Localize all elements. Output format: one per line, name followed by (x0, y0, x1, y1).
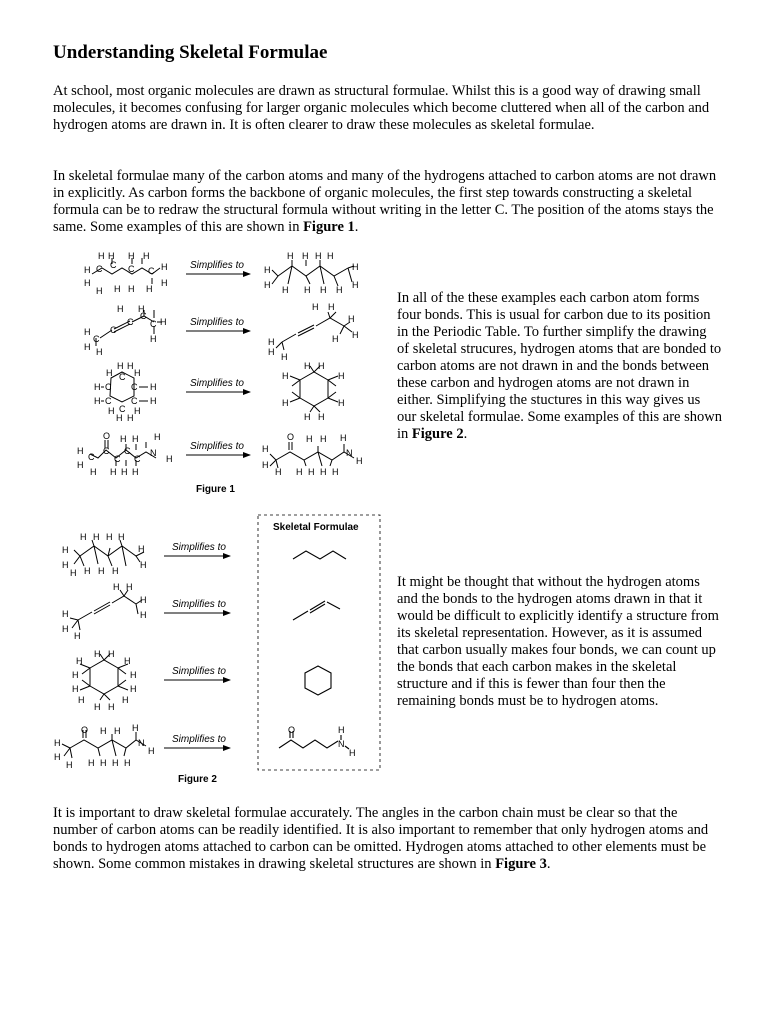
atom-h: H (140, 595, 147, 605)
atom-h: H (72, 684, 79, 694)
atom-h: H (150, 334, 157, 344)
figure2-arrow-label-1: Simplifies to (172, 542, 226, 553)
atom-h: H (117, 304, 124, 314)
atom-h: H (108, 251, 115, 261)
atom-h: H (338, 725, 345, 735)
atom-h: H (94, 382, 101, 392)
figure1-row1-butane-structural (84, 251, 168, 296)
atom-h: H (88, 758, 95, 768)
atom-h: H (114, 284, 121, 294)
atom-h: H (275, 467, 282, 477)
atom-h: H (94, 396, 101, 406)
figure1-row3-cyclohexane-structural (94, 361, 157, 423)
structural-paragraph-text: In skeletal formulae many of the carbon atoms and many of the hydrogens attached to carbon atoms are not drawn in explicitly. As carbon forms the backbone of organic molecules, the first step towards constructing a skeletal formula can be to redraw the structural formula without writing in the letter C. The position of the atoms stays the same. Some examples of this are shown in (53, 168, 717, 235)
atom-h: H (118, 532, 125, 542)
atom-h: H (94, 649, 101, 659)
atom-h: H (62, 560, 69, 570)
atom-h: H (134, 406, 141, 416)
atom-h: H (108, 406, 115, 416)
atom-h: H (268, 337, 275, 347)
atom-h: H (108, 702, 115, 712)
atom-h: H (336, 285, 343, 295)
atom-h: H (74, 631, 81, 641)
figure2-caption: Figure 2 (178, 774, 217, 785)
figure1-arrow-label-3: Simplifies to (190, 378, 244, 389)
atom-h: H (96, 347, 103, 357)
atom-h: H (116, 413, 123, 423)
atom-h: H (124, 758, 131, 768)
figure1-row2-alkyne-structural (84, 304, 167, 357)
figure2-arrow-label-4: Simplifies to (172, 734, 226, 745)
atom-h: H (132, 467, 139, 477)
figure1 (77, 251, 363, 495)
atom-h: H (262, 460, 269, 470)
atom-h: H (132, 434, 139, 444)
atom-h: H (160, 317, 167, 327)
atom-h: H (340, 433, 347, 443)
atom-h: H (132, 723, 139, 733)
accuracy-paragraph-end: . (546, 856, 551, 872)
atom-h: H (98, 251, 105, 261)
atom-h: H (106, 532, 113, 542)
atom-h: H (100, 726, 107, 736)
atom-h: H (338, 398, 345, 408)
atom-h: H (120, 434, 127, 444)
atom-c: C (88, 452, 95, 462)
atom-h: H (143, 251, 150, 261)
atom-h: H (70, 568, 77, 578)
atom-h: H (122, 695, 129, 705)
hydrogen-count-paragraph: It might be thought that without the hydrogen atoms and the bonds to the hydrogen atoms drawn in that it would be difficult to explicitly identify a structure from its skeletal representation. However, as it is assumed that carbon usually makes four bonds, we can count up the bonds that each carbon makes in the skeletal structure and if this is fewer than four then the remaining bonds must be to hydrogen atoms. (397, 574, 719, 709)
atom-h: H (112, 566, 119, 576)
figure1-row3-cyclohexane-simplified (282, 361, 345, 422)
figure2-row2-alkyne-simplified (62, 582, 147, 641)
atom-h: H (352, 280, 359, 290)
atom-c: C (110, 325, 117, 335)
atom-h: H (62, 545, 69, 555)
four-bonds-paragraph-text: In all of the these examples each carbon atom forms four bonds. This is usual for carbon due to its position in the Periodic Table. To further simplify the drawing of skeletal strucures, hydrogen atoms that are bonded to carbon atoms are not drawn in and the bonds between these carbon and hydrogen atoms are not drawn in either. Simplifying the stuctures in this way gives us our skeletal formulae. Some examples of this are shown in (397, 290, 722, 442)
atom-h: H (90, 467, 97, 477)
atom-n: N (138, 738, 145, 748)
figure1-row4-aminoketone-structural (77, 431, 173, 477)
atom-h: H (140, 560, 147, 570)
atom-h: H (62, 624, 69, 634)
atom-h: H (154, 432, 161, 442)
atom-h: H (80, 532, 87, 542)
atom-h: H (112, 758, 119, 768)
atom-h: H (318, 361, 325, 371)
atom-h: H (84, 278, 91, 288)
atom-c: C (96, 264, 103, 274)
atom-n: N (338, 739, 345, 749)
atom-h: H (296, 467, 303, 477)
atom-h: H (161, 278, 168, 288)
atom-h: H (84, 342, 91, 352)
atom-h: H (128, 251, 135, 261)
atom-h: H (138, 544, 145, 554)
atom-h: H (320, 467, 327, 477)
atom-c: C (103, 446, 110, 456)
atom-c: C (114, 454, 121, 464)
figure1-row2-alkyne-simplified (268, 302, 359, 362)
atom-h: H (54, 738, 61, 748)
figure1-arrow-label-4: Simplifies to (190, 441, 244, 452)
figure2-reference: Figure 2 (411, 426, 464, 442)
atom-h: H (327, 251, 334, 261)
figure1-row1-butane-simplified (264, 251, 359, 295)
atom-h: H (348, 314, 355, 324)
atom-h: H (127, 361, 134, 371)
atom-h: H (320, 285, 327, 295)
atom-h: H (93, 532, 100, 542)
figure3-reference: Figure 3 (495, 856, 547, 872)
atom-c: C (127, 317, 134, 327)
atom-h: H (117, 361, 124, 371)
atom-h: H (150, 396, 157, 406)
atom-h: H (72, 670, 79, 680)
atom-h: H (282, 371, 289, 381)
skeletal-aminoketone (279, 725, 356, 758)
atom-h: H (108, 649, 115, 659)
figure2-row4-aminoketone-simplified (54, 723, 155, 770)
atom-h: H (114, 726, 121, 736)
atom-h: H (110, 467, 117, 477)
atom-h: H (121, 467, 128, 477)
atom-h: H (140, 610, 147, 620)
atom-h: H (304, 285, 311, 295)
atom-h: H (84, 327, 91, 337)
atom-c: C (119, 404, 126, 414)
figure2-row1-butane-simplified (62, 532, 147, 578)
atom-c: C (105, 382, 112, 392)
atom-h: H (356, 456, 363, 466)
atom-h: H (130, 684, 137, 694)
atom-h: H (332, 467, 339, 477)
atom-h: H (138, 304, 145, 314)
atom-h: H (262, 444, 269, 454)
atom-h: H (315, 251, 322, 261)
atom-h: H (76, 656, 83, 666)
atom-h: H (106, 368, 113, 378)
skeletal-cyclohexane (305, 666, 331, 695)
page-title: Understanding Skeletal Formulae (53, 42, 328, 63)
figure1-row4-aminoketone-simplified (262, 432, 363, 477)
atom-h: H (100, 758, 107, 768)
atom-h: H (124, 656, 131, 666)
figure1-arrow-label-1: Simplifies to (190, 260, 244, 271)
atom-h: H (77, 446, 84, 456)
atom-h: H (287, 251, 294, 261)
atom-c: C (105, 396, 112, 406)
skeletal-alkyne (293, 601, 340, 620)
atom-h: H (96, 286, 103, 296)
atom-c: C (128, 264, 135, 274)
skeletal-formulae-box-title: Skeletal Formulae (273, 522, 359, 533)
atom-h: H (150, 382, 157, 392)
atom-h: H (62, 609, 69, 619)
atom-c: C (148, 266, 155, 276)
atom-n: N (150, 448, 157, 458)
atom-h: H (282, 285, 289, 295)
atom-h: H (166, 454, 173, 464)
atom-c: C (124, 446, 131, 456)
atom-h: H (127, 413, 134, 423)
structural-paragraph-end: . (354, 219, 359, 235)
atom-h: H (306, 434, 313, 444)
atom-h: H (264, 280, 271, 290)
atom-h: H (320, 434, 327, 444)
atom-h: H (338, 371, 345, 381)
figure1-caption: Figure 1 (196, 484, 235, 495)
atom-h: H (54, 752, 61, 762)
atom-h: H (126, 582, 133, 592)
atom-c: C (131, 382, 138, 392)
atom-h: H (352, 330, 359, 340)
atom-h: H (332, 334, 339, 344)
atom-h: H (268, 347, 275, 357)
atom-h: H (77, 460, 84, 470)
atom-h: H (78, 695, 85, 705)
figure2 (54, 515, 380, 785)
figure2-arrow-label-2: Simplifies to (172, 599, 226, 610)
atom-h: H (282, 398, 289, 408)
atom-h: H (304, 412, 311, 422)
intro-paragraph: At school, most organic molecules are drawn as structural formulae. Whilst this is a good way of drawing small molecules, it becomes confusing for larger organic molecules which become cluttered when all of the carbon and hydrogen atoms are drawn in. It is often clearer to draw these molecules as skeletal formulae. (53, 83, 710, 133)
atom-c: C (93, 334, 100, 344)
atom-c: C (150, 319, 157, 329)
atom-h: H (66, 760, 73, 770)
atom-o: O (288, 725, 296, 735)
atom-o: O (287, 432, 295, 442)
atom-h: H (148, 746, 155, 756)
atom-h: H (328, 302, 335, 312)
atom-c: C (140, 311, 147, 321)
figure1-arrow-label-2: Simplifies to (190, 317, 244, 328)
atom-h: H (318, 412, 325, 422)
atom-h: H (146, 284, 153, 294)
atom-h: H (94, 702, 101, 712)
atom-h: H (349, 748, 356, 758)
atom-c: C (131, 396, 138, 406)
atom-h: H (98, 566, 105, 576)
atom-h: H (134, 368, 141, 378)
atom-h: H (113, 582, 120, 592)
atom-h: H (130, 670, 137, 680)
skeletal-formulae-box (258, 515, 380, 770)
atom-h: H (84, 566, 91, 576)
atom-c: C (134, 454, 141, 464)
atom-h: H (304, 361, 311, 371)
skeletal-butane (293, 551, 346, 559)
atom-h: H (128, 284, 135, 294)
accuracy-paragraph-text: It is important to draw skeletal formulae accurately. The angles in the carbon chain must be clear so that the number of carbon atoms can be readily identified. It is also important to remember that only hydrogen atoms and bonds to hydrogen atoms attached to carbon can be omitted. Hydrogen atoms attached to other elements must be shown. Some common mistakes in drawing skeletal structures are shown in (53, 805, 709, 872)
atom-c: C (119, 372, 126, 382)
atom-h: H (302, 251, 309, 261)
atom-o: O (103, 431, 111, 441)
atom-h: H (308, 467, 315, 477)
atom-h: H (84, 265, 91, 275)
atom-h: H (264, 265, 271, 275)
figure2-arrow-label-3: Simplifies to (172, 666, 226, 677)
four-bonds-paragraph-end: . (463, 426, 468, 442)
figure2-row3-cyclohexane-simplified (72, 649, 137, 712)
figure1-reference: Figure 1 (303, 219, 355, 235)
atom-h: H (161, 262, 168, 272)
atom-h: H (281, 352, 288, 362)
atom-n: N (346, 448, 353, 458)
atom-h: H (312, 302, 319, 312)
atom-o: O (81, 725, 89, 735)
atom-h: H (352, 262, 359, 272)
atom-c: C (110, 260, 117, 270)
